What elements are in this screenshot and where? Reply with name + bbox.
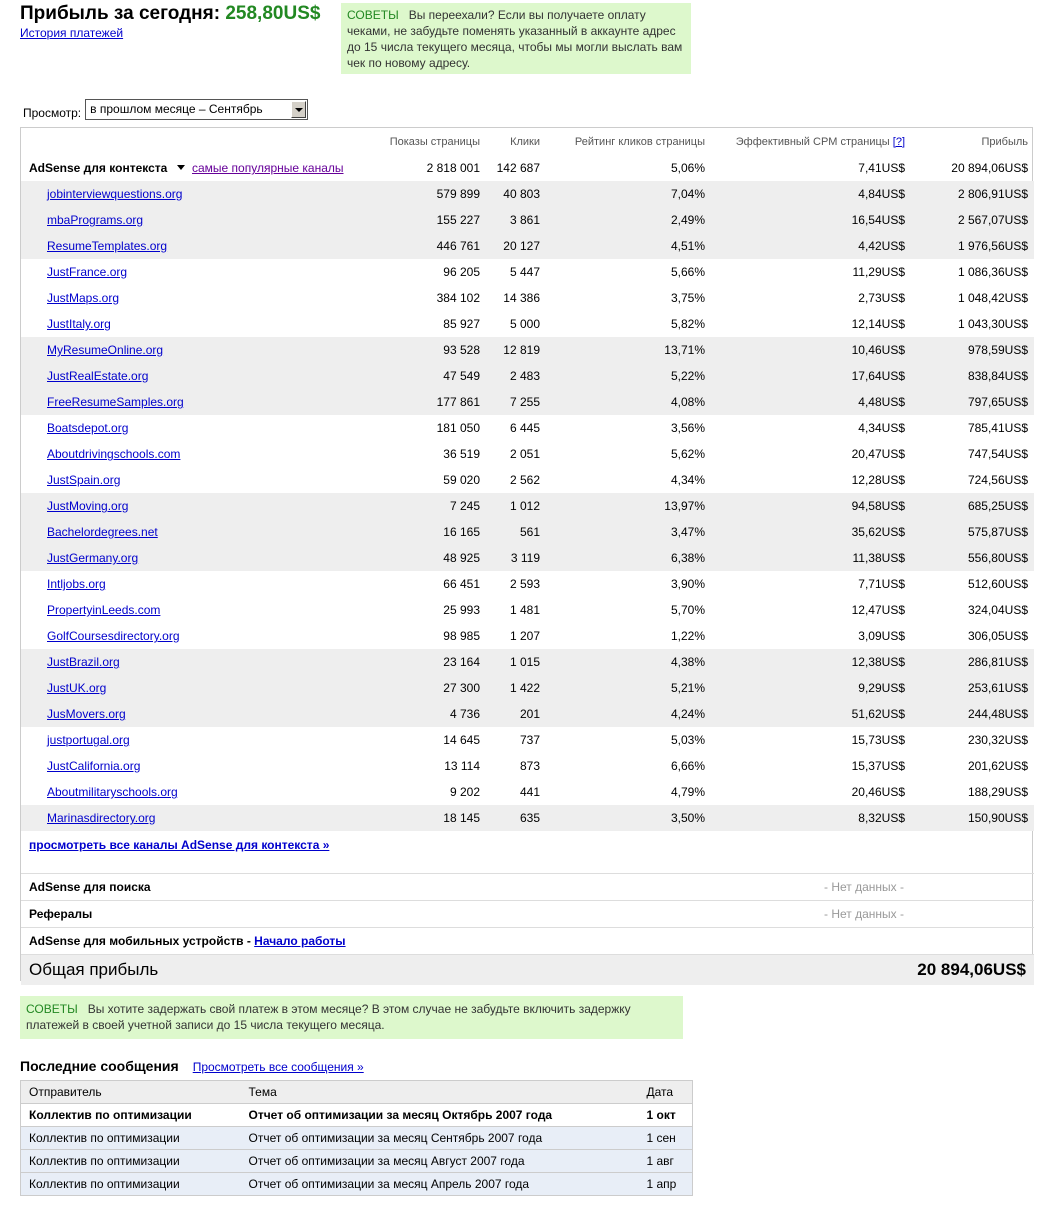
cell-clicks: 1 012 (486, 493, 546, 519)
channel-link[interactable]: JustCalifornia.org (47, 759, 141, 773)
cell-clicks: 2 051 (486, 441, 546, 467)
message-sender: Коллектив по оптимизации (21, 1127, 241, 1150)
cell-clicks: 40 803 (486, 181, 546, 207)
cell-impressions: 48 925 (381, 545, 486, 571)
channel-name-cell (21, 649, 381, 675)
channel-row (21, 311, 1034, 337)
cell-impressions: 13 114 (381, 753, 486, 779)
cell-ecpm: 11,38US$ (711, 545, 911, 571)
cell-ctr: 3,47% (546, 519, 711, 545)
cell-impressions: 27 300 (381, 675, 486, 701)
cell-impressions: 98 985 (381, 623, 486, 649)
cell-clicks: 201 (486, 701, 546, 727)
channel-row (21, 571, 1034, 597)
content-section-name: AdSense для контекста самые популярные каналы (29, 161, 344, 175)
channel-name-cell (21, 389, 381, 415)
cell-clicks: 737 (486, 727, 546, 753)
cell-impressions: 93 528 (381, 337, 486, 363)
tip-label: СОВЕТЫ (26, 1002, 78, 1016)
chevron-down-icon[interactable] (291, 101, 306, 118)
earnings-title-label: Прибыль за сегодня: (20, 3, 221, 24)
cell-clicks: 14 386 (486, 285, 546, 311)
message-subject: Отчет об оптимизации за месяц Октябрь 2007 года (241, 1104, 639, 1127)
cell-ecpm: 10,46US$ (711, 337, 911, 363)
cell-impressions: 66 451 (381, 571, 486, 597)
total-value: 20 894,06US$ (546, 954, 1034, 985)
channel-link[interactable]: JustMaps.org (47, 291, 120, 305)
cell-impressions: 23 164 (381, 649, 486, 675)
channel-link[interactable]: JustSpain.org (47, 473, 121, 487)
cell-earnings: 1 048,42US$ (911, 285, 1034, 311)
view-selector-row (23, 99, 308, 120)
channel-name-cell (21, 779, 381, 805)
channel-link[interactable]: mbaPrograms.org (47, 213, 144, 227)
channel-name-cell (21, 337, 381, 363)
cell-ecpm: 2,73US$ (711, 285, 911, 311)
cell-impressions: 59 020 (381, 467, 486, 493)
channel-row (21, 441, 1034, 467)
channel-row (21, 519, 1034, 545)
channel-link[interactable]: FreeResumeSamples.org (47, 395, 184, 409)
channel-link[interactable]: JustFrance.org (47, 265, 128, 279)
cell-impressions: 85 927 (381, 311, 486, 337)
cell-ctr: 4,34% (546, 467, 711, 493)
channel-link[interactable]: Marinasdirectory.org (47, 811, 156, 825)
cell-ctr: 7,04% (546, 181, 711, 207)
cell-impressions: 4 736 (381, 701, 486, 727)
channel-row (21, 181, 1034, 207)
cell-clicks: 561 (486, 519, 546, 545)
cell-impressions: 14 645 (381, 727, 486, 753)
cell-ecpm: 12,28US$ (711, 467, 911, 493)
channel-row (21, 675, 1034, 701)
channel-row (21, 805, 1034, 831)
cell-ctr: 3,56% (546, 415, 711, 441)
cell-ecpm: 20,47US$ (711, 441, 911, 467)
channel-name-cell (21, 545, 381, 571)
cell-ecpm: 4,42US$ (711, 233, 911, 259)
total-label: Общая прибыль (21, 954, 546, 985)
channel-name-cell (21, 467, 381, 493)
channel-name-cell (21, 181, 381, 207)
channel-name-cell (21, 285, 381, 311)
channel-name-cell (21, 753, 381, 779)
channel-link[interactable]: Aboutmilitaryschools.org (47, 785, 178, 799)
message-row[interactable] (21, 1173, 693, 1196)
channel-name-cell (21, 571, 381, 597)
cell-impressions: 16 165 (381, 519, 486, 545)
cell-earnings: 1 976,56US$ (911, 233, 1034, 259)
channel-name-cell (21, 675, 381, 701)
channel-link[interactable]: Intljobs.org (47, 577, 106, 591)
cell-clicks: 1 481 (486, 597, 546, 623)
cell-clicks: 1 207 (486, 623, 546, 649)
earnings-amount: 258,80US$ (225, 3, 321, 24)
message-sender: Коллектив по оптимизации (21, 1104, 241, 1127)
channel-name-cell (21, 311, 381, 337)
referrals-section-row (21, 900, 1034, 927)
cell-ecpm: 15,73US$ (711, 727, 911, 753)
col-clicks: Клики (510, 135, 540, 148)
cell-ctr: 5,06% (670, 161, 705, 175)
message-sender: Коллектив по оптимизации (21, 1150, 241, 1173)
col-page-impressions: Показы страницы (389, 135, 480, 148)
channel-row (21, 467, 1034, 493)
channel-link[interactable]: JustGermany.org (47, 551, 139, 565)
referrals-section-nodata: - Нет данных - (546, 900, 1034, 927)
cell-impressions: 36 519 (381, 441, 486, 467)
col-ecpm: Эффективный CPM страницы [?] (735, 135, 905, 148)
cell-earnings: 747,54US$ (911, 441, 1034, 467)
cell-impressions: 25 993 (381, 597, 486, 623)
channel-row (21, 207, 1034, 233)
view-all-row (21, 831, 1034, 859)
message-date: 1 окт (639, 1104, 693, 1127)
channel-link[interactable]: Aboutdrivingschools.com (47, 447, 181, 461)
channel-link[interactable]: JustRealEstate.org (47, 369, 149, 383)
cell-earnings: 286,81US$ (911, 649, 1034, 675)
channel-name-cell (21, 259, 381, 285)
cell-impressions: 96 205 (381, 259, 486, 285)
channel-link[interactable]: jobinterviewquestions.org (47, 187, 183, 201)
cell-ctr: 4,79% (546, 779, 711, 805)
cell-impressions: 9 202 (381, 779, 486, 805)
cell-clicks: 2 483 (486, 363, 546, 389)
tip-box-delay (20, 996, 683, 1039)
payment-history-link[interactable]: История платежей (20, 26, 124, 40)
channel-name-cell (21, 597, 381, 623)
cell-ctr: 3,50% (546, 805, 711, 831)
cell-ecpm: 4,84US$ (711, 181, 911, 207)
cell-earnings: 575,87US$ (911, 519, 1034, 545)
cell-ctr: 13,71% (546, 337, 711, 363)
cell-ctr: 4,24% (546, 701, 711, 727)
cell-ctr: 5,70% (546, 597, 711, 623)
cell-ctr: 5,22% (546, 363, 711, 389)
cell-ecpm: 7,41US$ (858, 161, 905, 175)
message-subject: Отчет об оптимизации за месяц Апрель 2007 года (241, 1173, 639, 1196)
cell-ctr: 5,03% (546, 727, 711, 753)
get-started-link[interactable]: Начало работы (254, 933, 346, 948)
cell-ctr: 5,62% (546, 441, 711, 467)
cell-earnings: 150,90US$ (911, 805, 1034, 831)
search-section-nodata: - Нет данных - (546, 873, 1034, 900)
content-section-row (21, 155, 1034, 181)
cell-clicks: 873 (486, 753, 546, 779)
tip-text: Вы хотите задержать свой платеж в этом месяце? В этом случае не забудьте включить задержку платежей в своей учетной записи до 15 числа текущего месяца. (26, 1002, 631, 1032)
cell-ecpm: 12,47US$ (711, 597, 911, 623)
cell-ctr: 5,66% (546, 259, 711, 285)
cell-clicks: 6 445 (486, 415, 546, 441)
search-section-name: AdSense для поиска (21, 873, 546, 900)
channel-name-cell (21, 623, 381, 649)
cell-earnings: 785,41US$ (911, 415, 1034, 441)
channel-row (21, 623, 1034, 649)
cell-ctr: 6,66% (546, 753, 711, 779)
message-date: 1 сен (639, 1127, 693, 1150)
channel-link[interactable]: Boatsdepot.org (47, 421, 129, 435)
cell-clicks: 3 861 (486, 207, 546, 233)
cell-ctr: 5,21% (546, 675, 711, 701)
cell-ctr: 4,38% (546, 649, 711, 675)
cell-impressions: 446 761 (381, 233, 486, 259)
channel-name-cell (21, 805, 381, 831)
cell-earnings: 20 894,06US$ (951, 161, 1028, 175)
cell-impressions: 47 549 (381, 363, 486, 389)
help-link[interactable]: [?] (892, 135, 905, 148)
channel-link[interactable]: JustUK.org (47, 681, 107, 695)
cell-earnings: 2 806,91US$ (911, 181, 1034, 207)
cell-earnings: 978,59US$ (911, 337, 1034, 363)
report-header-row (21, 128, 1034, 155)
cell-impressions: 18 145 (381, 805, 486, 831)
channel-row (21, 415, 1034, 441)
channel-name-cell (21, 233, 381, 259)
channel-row (21, 389, 1034, 415)
channel-name-cell (21, 363, 381, 389)
cell-clicks: 635 (486, 805, 546, 831)
cell-clicks: 142 687 (496, 161, 540, 175)
report-table (21, 128, 1034, 985)
search-section-row (21, 873, 1034, 900)
channel-link[interactable]: JustItaly.org (47, 317, 111, 331)
cell-impressions: 177 861 (381, 389, 486, 415)
channel-name-cell (21, 207, 381, 233)
channel-row (21, 493, 1034, 519)
cell-clicks: 5 000 (486, 311, 546, 337)
channel-link[interactable]: ResumeTemplates.org (47, 239, 168, 253)
channel-row (21, 285, 1034, 311)
cell-ecpm: 16,54US$ (711, 207, 911, 233)
cell-clicks: 2 562 (486, 467, 546, 493)
top-channels-link[interactable]: самые популярные каналы (192, 161, 344, 175)
total-row (21, 954, 1034, 985)
channel-link[interactable]: PropertyinLeeds.com (47, 603, 161, 617)
message-subject: Отчет об оптимизации за месяц Август 2007 года (241, 1150, 639, 1173)
cell-earnings: 324,04US$ (911, 597, 1034, 623)
cell-earnings: 244,48US$ (911, 701, 1034, 727)
tip-text: Вы переехали? Если вы получаете оплату чеками, не забудьте поменять указанный в аккаунте адрес до 15 числа текущего месяца, чтобы мы могли выслать вам чек по новому адресу. (347, 8, 683, 70)
cell-ecpm: 11,29US$ (711, 259, 911, 285)
cell-clicks: 5 447 (486, 259, 546, 285)
referrals-section-name: Рефералы (21, 900, 546, 927)
cell-impressions: 181 050 (381, 415, 486, 441)
period-select-value: в прошлом месяце – Сентябрь (90, 102, 263, 116)
cell-ctr: 4,08% (546, 389, 711, 415)
cell-impressions: 7 245 (381, 493, 486, 519)
channel-name-cell (21, 727, 381, 753)
cell-ecpm: 9,29US$ (711, 675, 911, 701)
col-earnings: Прибыль (981, 135, 1028, 148)
period-select[interactable] (85, 99, 308, 120)
cell-ctr: 4,51% (546, 233, 711, 259)
channel-name-cell (21, 441, 381, 467)
cell-ecpm: 20,46US$ (711, 779, 911, 805)
channel-link[interactable]: justportugal.org (47, 733, 130, 747)
cell-ecpm: 3,09US$ (711, 623, 911, 649)
message-row[interactable] (21, 1104, 693, 1127)
cell-clicks: 12 819 (486, 337, 546, 363)
cell-earnings: 512,60US$ (911, 571, 1034, 597)
message-date: 1 апр (639, 1173, 693, 1196)
channel-link[interactable]: JustBrazil.org (47, 655, 120, 669)
cell-ctr: 3,75% (546, 285, 711, 311)
view-all-channels-link[interactable]: просмотреть все каналы AdSense для контекста » (29, 838, 330, 852)
message-row[interactable] (21, 1150, 693, 1173)
cell-earnings: 201,62US$ (911, 753, 1034, 779)
col-ctr: Рейтинг кликов страницы (574, 135, 705, 148)
channel-row (21, 727, 1034, 753)
cell-impressions: 2 818 001 (426, 161, 480, 175)
cell-ecpm: 15,37US$ (711, 753, 911, 779)
channel-link[interactable]: JustMoving.org (47, 499, 129, 513)
cell-impressions: 384 102 (381, 285, 486, 311)
cell-ecpm: 12,38US$ (711, 649, 911, 675)
cell-ecpm: 7,71US$ (711, 571, 911, 597)
cell-ecpm: 17,64US$ (711, 363, 911, 389)
channel-link[interactable]: MyResumeOnline.org (47, 343, 164, 357)
cell-earnings: 724,56US$ (911, 467, 1034, 493)
cell-earnings: 1 043,30US$ (911, 311, 1034, 337)
tip-box-moving (341, 3, 691, 74)
col-date: Дата (639, 1081, 693, 1104)
channel-name-cell (21, 415, 381, 441)
spacer-row (21, 859, 1034, 873)
mobile-section-name: AdSense для мобильных устройств - Начало работы (21, 927, 1034, 954)
dropdown-arrow-icon[interactable] (177, 165, 185, 170)
channel-row (21, 597, 1034, 623)
cell-earnings: 253,61US$ (911, 675, 1034, 701)
messages-table (20, 1080, 693, 1196)
message-row[interactable] (21, 1127, 693, 1150)
channel-name-cell (21, 701, 381, 727)
channel-link[interactable]: JusMovers.org (47, 707, 126, 721)
cell-ctr: 3,90% (546, 571, 711, 597)
cell-earnings: 188,29US$ (911, 779, 1034, 805)
channel-row (21, 363, 1034, 389)
view-label: Просмотр: (23, 105, 82, 120)
cell-clicks: 7 255 (486, 389, 546, 415)
cell-earnings: 2 567,07US$ (911, 207, 1034, 233)
cell-ctr: 2,49% (546, 207, 711, 233)
channel-row (21, 337, 1034, 363)
cell-ctr: 1,22% (546, 623, 711, 649)
cell-earnings: 556,80US$ (911, 545, 1034, 571)
channel-link[interactable]: Bachelordegrees.net (47, 525, 158, 539)
cell-clicks: 1 422 (486, 675, 546, 701)
messages-header (20, 1058, 364, 1074)
tip-label: СОВЕТЫ (347, 8, 399, 22)
cell-clicks: 3 119 (486, 545, 546, 571)
cell-earnings: 1 086,36US$ (911, 259, 1034, 285)
cell-ctr: 13,97% (546, 493, 711, 519)
channel-row (21, 233, 1034, 259)
cell-ecpm: 8,32US$ (711, 805, 911, 831)
cell-ctr: 6,38% (546, 545, 711, 571)
channel-name-cell (21, 519, 381, 545)
col-sender: Отправитель (21, 1081, 241, 1104)
cell-earnings: 306,05US$ (911, 623, 1034, 649)
cell-ecpm: 4,34US$ (711, 415, 911, 441)
cell-earnings: 685,25US$ (911, 493, 1034, 519)
channel-row (21, 545, 1034, 571)
cell-clicks: 441 (486, 779, 546, 805)
channel-link[interactable]: GolfCoursesdirectory.org (47, 629, 180, 643)
message-subject: Отчет об оптимизации за месяц Сентябрь 2007 года (241, 1127, 639, 1150)
cell-clicks: 20 127 (486, 233, 546, 259)
earnings-title (20, 3, 320, 25)
mobile-section-row (21, 927, 1034, 954)
cell-earnings: 230,32US$ (911, 727, 1034, 753)
col-subject: Тема (241, 1081, 639, 1104)
cell-earnings: 797,65US$ (911, 389, 1034, 415)
cell-ecpm: 35,62US$ (711, 519, 911, 545)
channel-row (21, 259, 1034, 285)
cell-impressions: 579 899 (381, 181, 486, 207)
cell-clicks: 2 593 (486, 571, 546, 597)
view-all-messages-link[interactable]: Просмотреть все сообщения » (192, 1060, 364, 1074)
messages-title: Последние сообщения (20, 1058, 179, 1074)
cell-ecpm: 4,48US$ (711, 389, 911, 415)
earnings-report (20, 127, 1033, 981)
cell-ctr: 5,82% (546, 311, 711, 337)
channel-row (21, 701, 1034, 727)
cell-ecpm: 51,62US$ (711, 701, 911, 727)
message-sender: Коллектив по оптимизации (21, 1173, 241, 1196)
cell-impressions: 155 227 (381, 207, 486, 233)
channel-name-cell (21, 493, 381, 519)
message-date: 1 авг (639, 1150, 693, 1173)
messages-header-row (21, 1081, 693, 1104)
cell-ecpm: 12,14US$ (711, 311, 911, 337)
channel-row (21, 779, 1034, 805)
cell-earnings: 838,84US$ (911, 363, 1034, 389)
cell-ecpm: 94,58US$ (711, 493, 911, 519)
cell-clicks: 1 015 (486, 649, 546, 675)
channel-row (21, 649, 1034, 675)
channel-row (21, 753, 1034, 779)
